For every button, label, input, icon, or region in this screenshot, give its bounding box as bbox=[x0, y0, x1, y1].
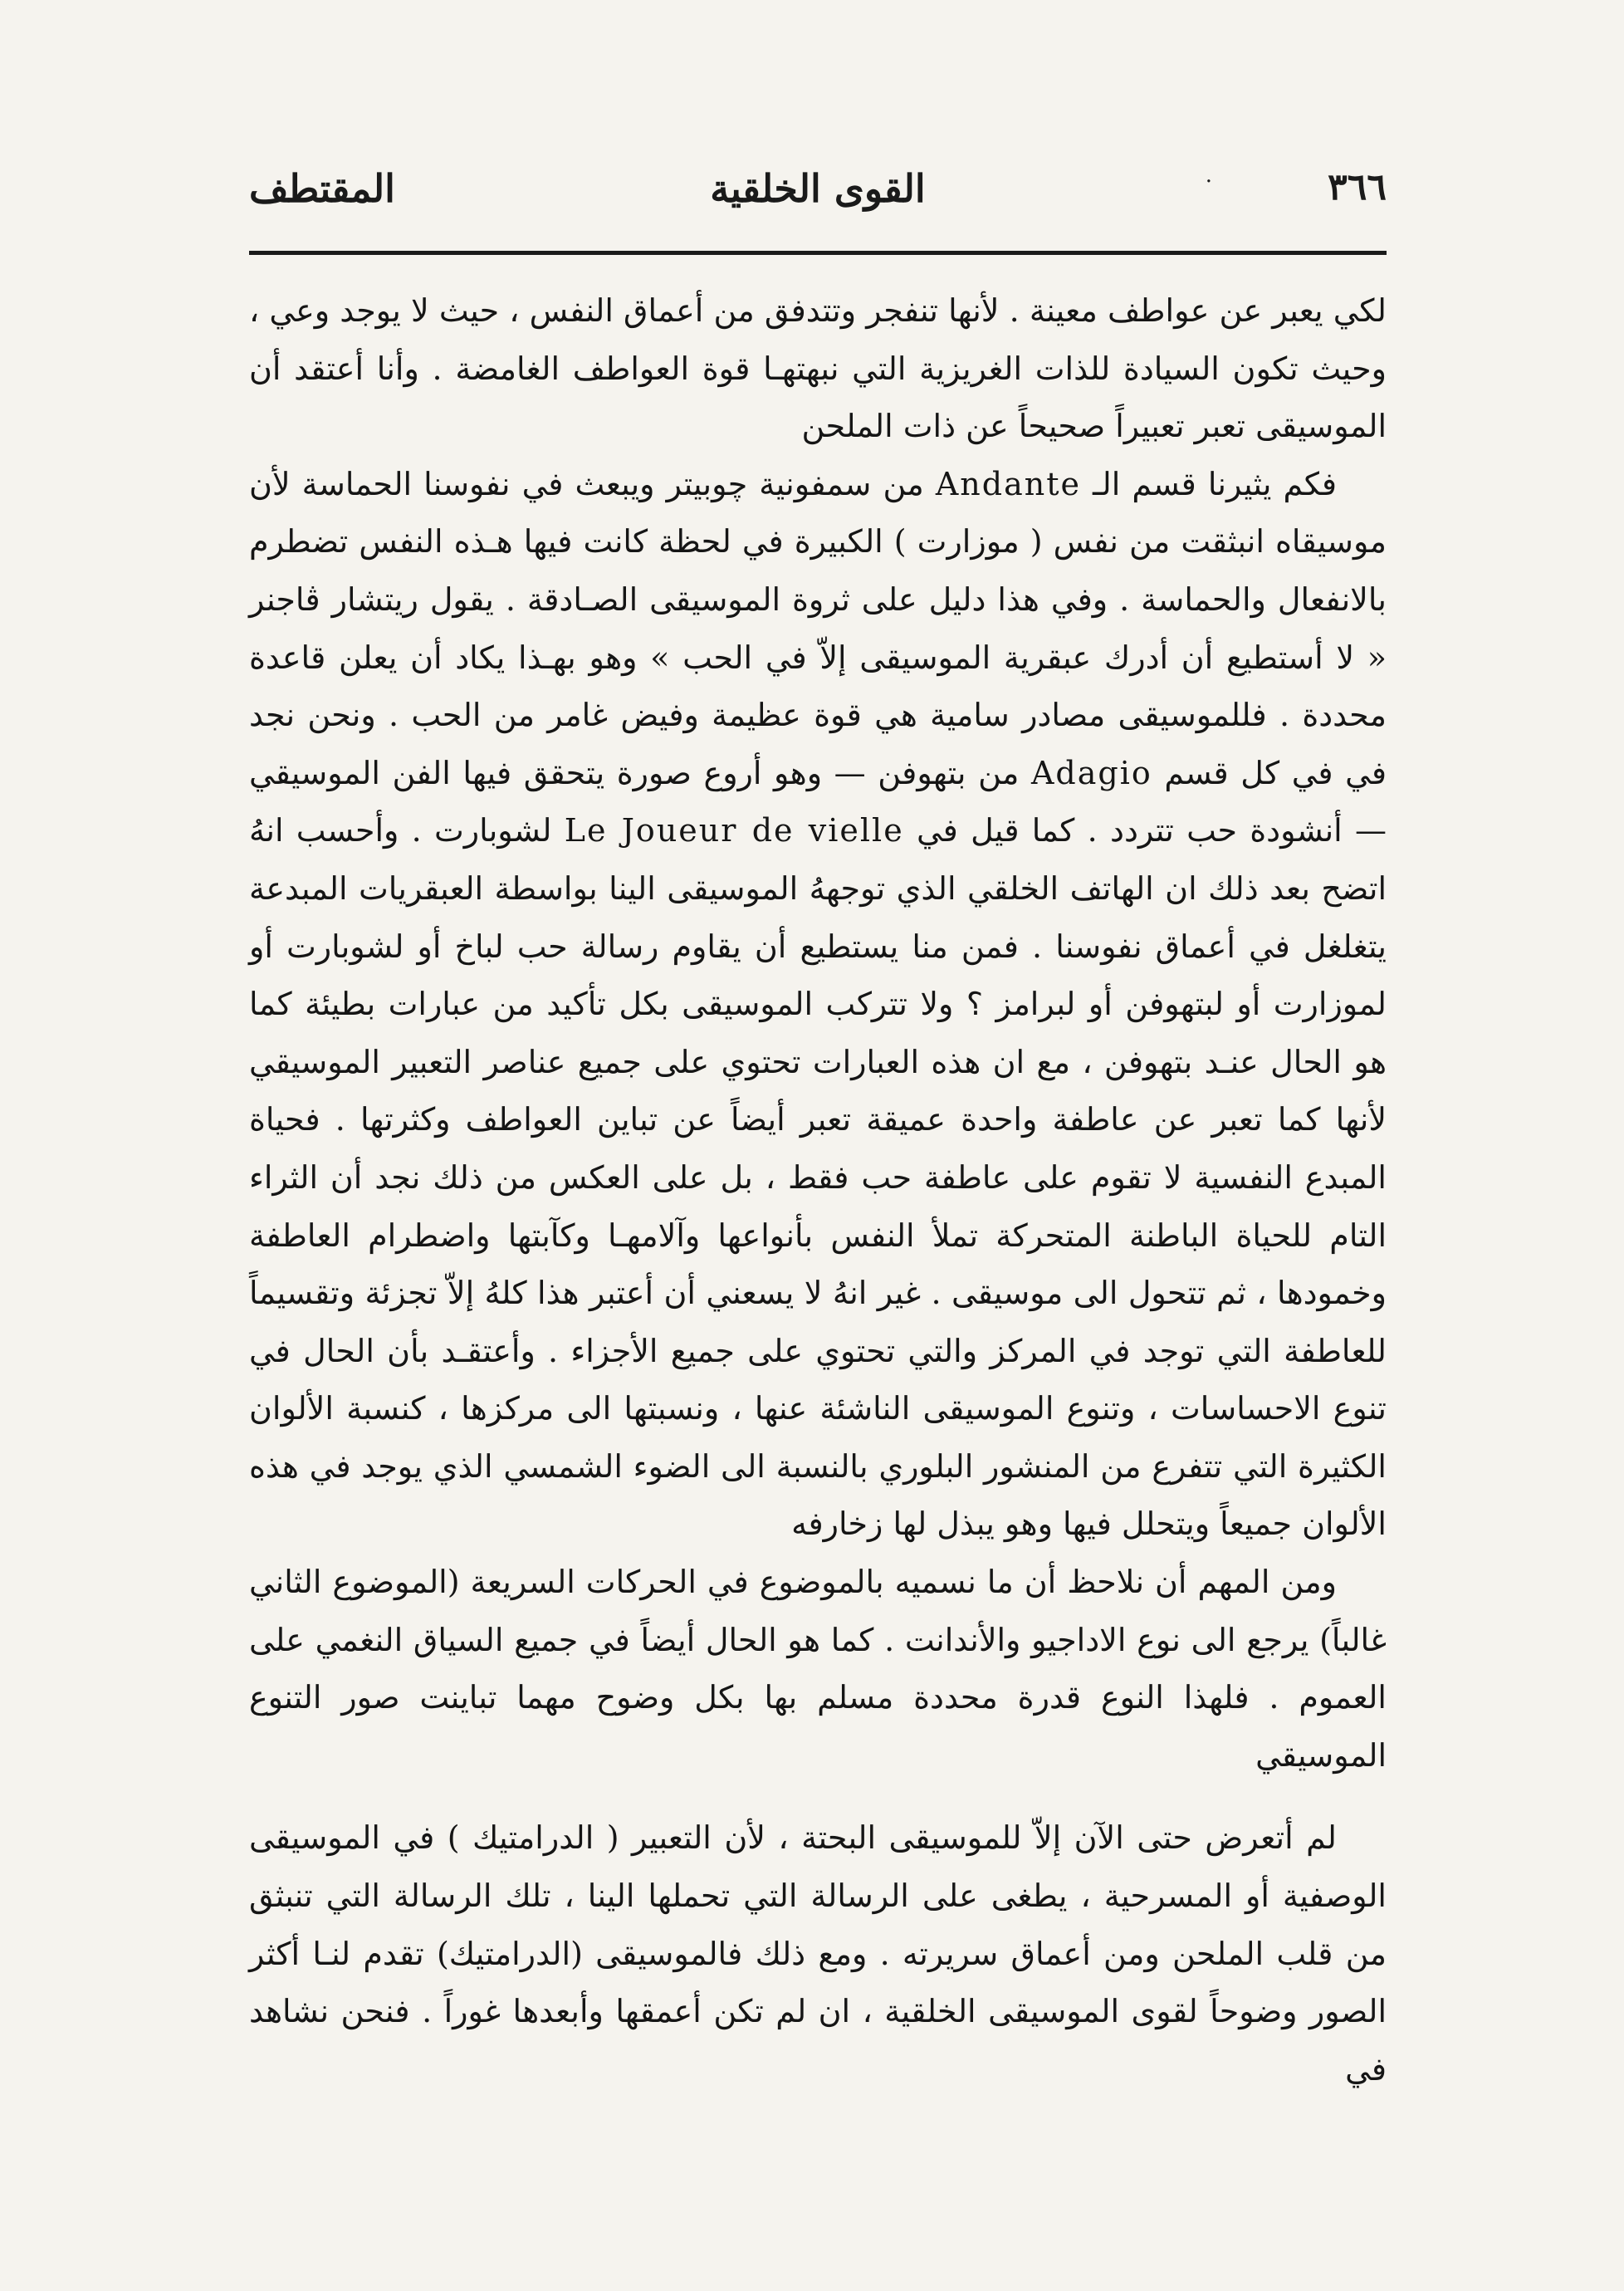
journal-name: المقتطف bbox=[249, 166, 395, 211]
header-rule bbox=[249, 251, 1387, 255]
running-title: القوى الخلقية bbox=[710, 166, 926, 211]
paragraph-text: لم أتعرض حتى الآن إلاّ للموسيقى البحتة ، لأن التعبير ( الدرامتيك ) في الموسيقى الوصفية أو المسرحية ، يطغى على الرسالة التي تحملها الينا ، تلك الرسالة التي تنبثق من قلب الملحن ومن أعماق سريرته . ومع ذلك فالموسيقى (الدرامتيك) تقدم لنـا أكثر الصور وضوحاً لقوى الموسيقى الخلقية ، ان لم تكن أعمقها وأبعدها غوراً . فنحن نشاهد في bbox=[249, 1819, 1387, 2088]
paragraph-text: من سمفونية چوبيتر ويبعث في نفوسنا الحماسة لأن موسيقاه انبثقت من نفس ( موزارت ) الكبيرة في لحظة كانت فيها هـذه النفس تضطرم بالانفعال والحماسة . وفي هذا دليل على ثروة الموسيقى الصـادقة . يقول ريتشار ڤاجنر « لا أستطيع أن أدرك عبقرية الموسيقى إلاّ في الحب » وهو بهـذا يكاد أن يعلن قاعدة محددة . فللموسيقى مصادر سامية هي قوة عظيمة وفيض غامر من الحب . ونحن نجد في في كل قسم bbox=[249, 465, 1387, 791]
latin-term-adagio: Adagio bbox=[1030, 754, 1152, 791]
latin-term-andante: Andante bbox=[935, 465, 1081, 502]
page-header bbox=[249, 166, 1387, 224]
paragraph-text: من بتهوفن — وهو أروع صورة يتحقق فيها الفن الموسيقي — أنشودة حب تتردد . كما قيل في bbox=[249, 754, 1387, 849]
page-number: ٣٦٦ bbox=[1328, 166, 1387, 208]
header-dot: · bbox=[1205, 169, 1212, 194]
article-body bbox=[249, 282, 1387, 2098]
paragraph-text: لشوبارت . وأحسب انهُ اتضح بعد ذلك ان الهاتف الخلقي الذي توجههُ الموسيقى الينا بواسطة العبقريات المبدعة يتغلغل في أعماق نفوسنا . فمن منا يستطيع أن يقاوم رسالة حب لباخ أو لشوبارت أو لموزارت أو لبتهوفن أو لبرامز ؟ ولا تتركب الموسيقى بكل تأكيد من عبارات بطيئة كما هو الحال عنـد بتهوفن ، مع ان هذه العبارات تحتوي على جميع عناصر التعبير الموسيقي لأنها كما تعبر عن عاطفة واحدة عميقة تعبر أيضاً عن تباين العواطف وكثرتها . فحياة المبدع النفسية لا تقوم على عاطفة حب فقط ، بل على العكس من ذلك نجد أن الثراء التام للحياة الباطنة المتحركة تملأ النفس بأنواعها وآلامهـا وكآبتها واضطرام العاطفة وخمودها ، ثم تتحول الى موسيقى . غير انهُ لا يسعني أن أعتبر هذا كلهُ إلاّ تجزئة وتقسيماً للعاطفة التي توجد في المركز والتي تحتوي على جميع الأجزاء . وأعتقـد بأن الحال في تنوع الاحساسات ، وتنوع الموسيقى الناشئة عنها ، ونسبتها الى مركزها ، كنسبة الألوان الكثيرة التي تتفرع من المنشور البلوري بالنسبة الى الضوء الشمسي الذي يوجد في هذه الألوان جميعاً ويتحلل فيها وهو يبذل لها زخارفه bbox=[249, 812, 1387, 1543]
paragraph-text: لكي يعبر عن عواطف معينة . لأنها تنفجر وتتدفق من أعماق النفس ، حيث لا يوجد وعي ، وحيث تكون السيادة للذات الغريزية التي نبهتهـا قوة العواطف الغامضة . وأنا أعتقد أن الموسيقى تعبر تعبيراً صحيحاً عن ذات الملحن bbox=[249, 292, 1387, 445]
paragraph-2 bbox=[249, 456, 1387, 1554]
latin-title-le-joueur-de-vielle: Le Joueur de vielle bbox=[564, 812, 904, 849]
paragraph-4 bbox=[249, 1809, 1387, 2098]
paragraph-1 bbox=[249, 282, 1387, 456]
paragraph-text: ومن المهم أن نلاحظ أن ما نسميه بالموضوع في الحركات السريعة (الموضوع الثاني غالباً) يرجع الى نوع الاداجيو والأندانت . كما هو الحال أيضاً في جميع السياق النغمي على العموم . فلهذا النوع قدرة محددة مسلم بها بكل وضوح مهما تباينت صور التنوع الموسيقي bbox=[249, 1564, 1387, 1774]
paragraph-text: فكم يثيرنا قسم الـ bbox=[1080, 465, 1337, 502]
paragraph-3 bbox=[249, 1554, 1387, 1784]
